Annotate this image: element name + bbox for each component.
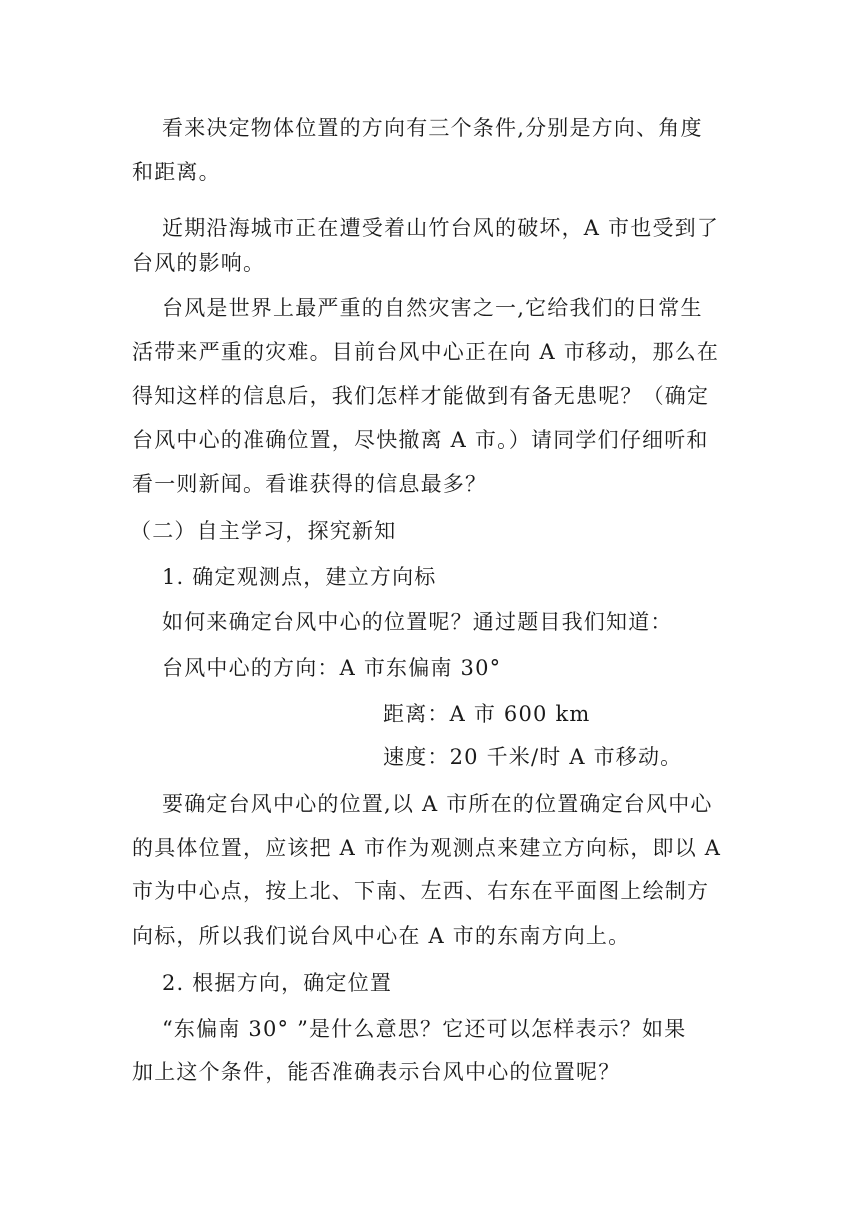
paragraph-line: 活带来严重的灾难。目前台风中心正在向 A 市移动，那么在: [132, 340, 720, 364]
section-heading: （二）自主学习，探究新知: [130, 519, 397, 543]
paragraph-line: 要确定台风中心的位置,以 A 市所在的位置确定台风中心: [162, 792, 713, 816]
paragraph-line: 近期沿海城市正在遭受着山竹台风的破坏，A 市也受到了: [162, 216, 720, 240]
paragraph-line: 的具体位置，应该把 A 市作为观测点来建立方向标，即以 A: [132, 836, 722, 860]
subsection-heading: 2. 根据方向，确定位置: [162, 971, 393, 995]
paragraph-line: 看一则新闻。看谁获得的信息最多？: [132, 472, 488, 496]
info-direction: 台风中心的方向：A 市东偏南 30°: [162, 656, 502, 680]
paragraph-line: 和距离。: [132, 160, 221, 184]
paragraph-line: 如何来确定台风中心的位置呢？通过题目我们知道：: [162, 610, 673, 634]
paragraph-line: 加上这个条件，能否准确表示台风中心的位置呢？: [132, 1060, 621, 1084]
subsection-heading: 1. 确定观测点，建立方向标: [162, 565, 437, 589]
paragraph-line: 台风是世界上最严重的自然灾害之一,它给我们的日常生: [162, 296, 703, 320]
paragraph-line: 台风中心的准确位置，尽快撤离 A 市。）请同学们仔细听和: [132, 428, 709, 452]
info-distance: 距离：A 市 600 km: [383, 702, 591, 726]
paragraph-line: 市为中心点，按上北、下南、左西、右东在平面图上绘制方: [132, 879, 710, 903]
paragraph-line: 台风的影响。: [132, 251, 266, 275]
paragraph-line: 得知这样的信息后，我们怎样才能做到有备无患呢？（确定: [132, 384, 710, 408]
info-speed: 速度：20 千米/时 A 市移动。: [383, 745, 683, 769]
paragraph-line: “东偏南 30° ”是什么意思？它还可以怎样表示？如果: [162, 1017, 687, 1041]
paragraph-line: 看来决定物体位置的方向有三个条件,分别是方向、角度: [162, 116, 703, 140]
paragraph-line: 向标，所以我们说台风中心在 A 市的东南方向上。: [132, 924, 631, 948]
